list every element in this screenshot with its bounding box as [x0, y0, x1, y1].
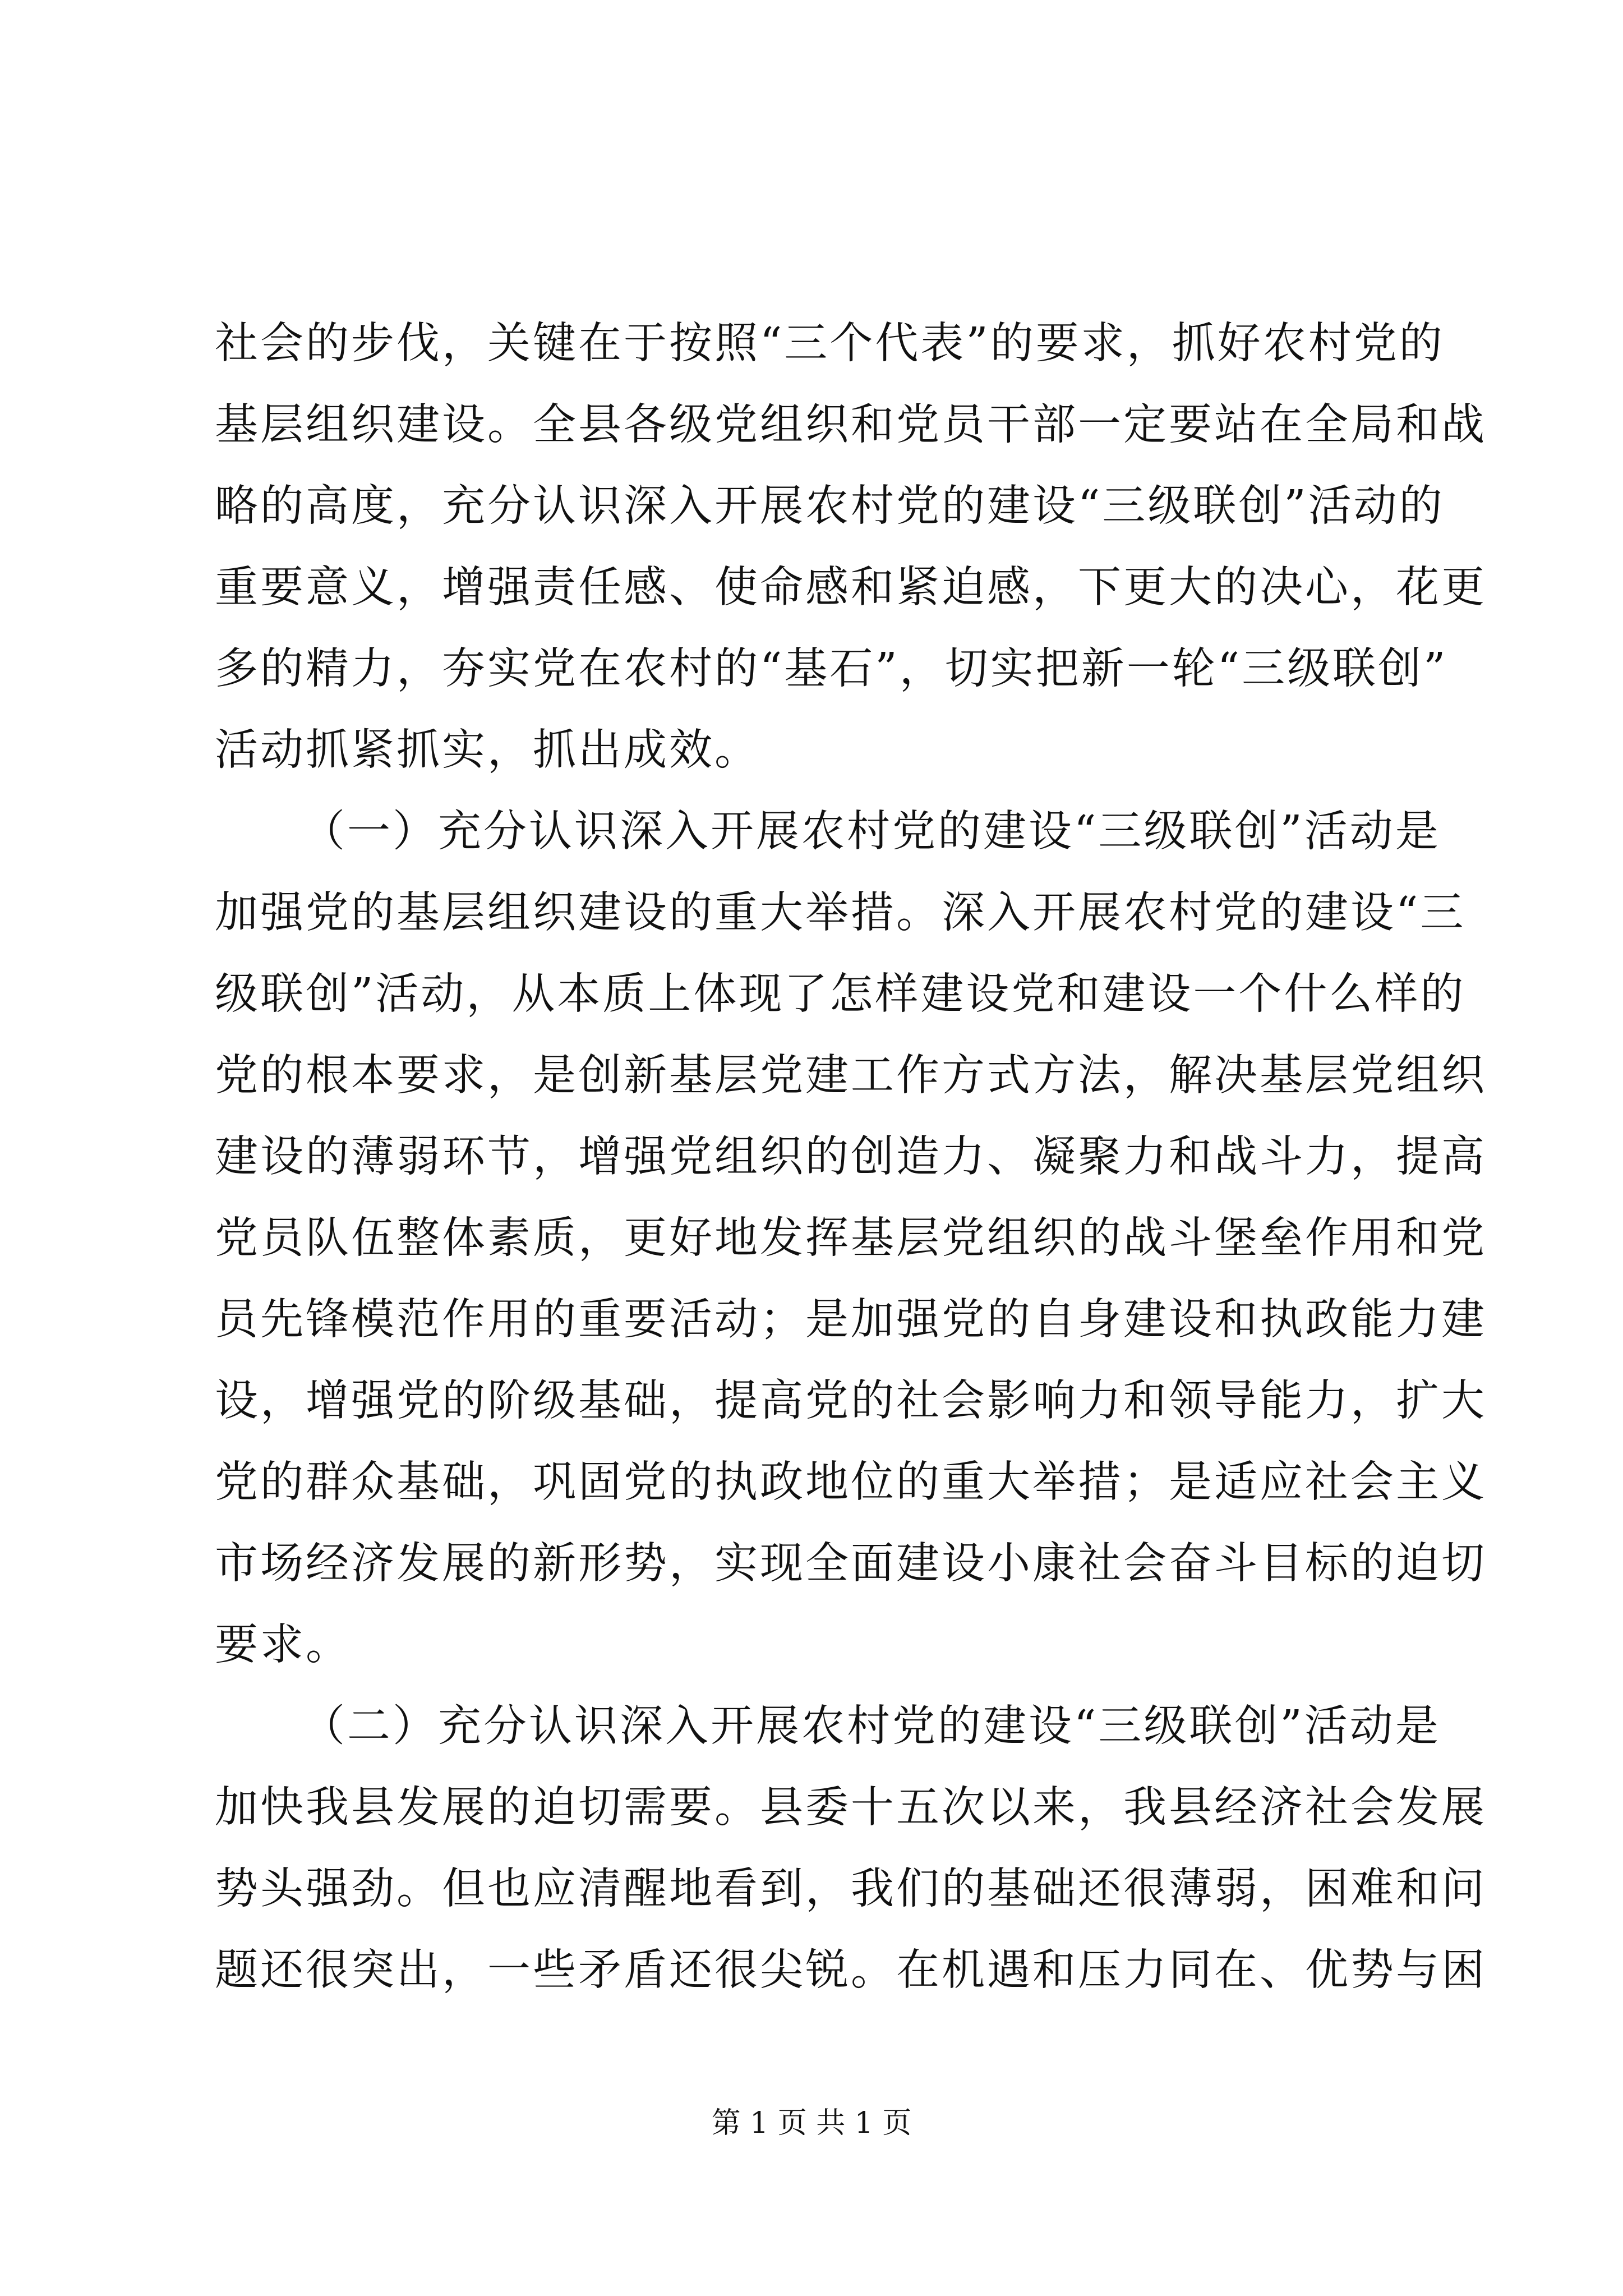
text-line: 势头强劲。但也应清醒地看到，我们的基础还很薄弱，困难和问	[215, 1864, 1487, 1914]
text-line: 级联创”活动，从本质上体现了怎样建设党和建设一个什么样的	[215, 969, 1466, 1019]
text-line: 题还很突出，一些矛盾还很尖锐。在机遇和压力同在、优势与困	[215, 1945, 1487, 1995]
text-line: 活动抓紧抓实，抓出成效。	[215, 725, 760, 775]
text-line: 多的精力，夯实党在农村的“基石”，切实把新一轮“三级联创”	[215, 644, 1448, 694]
text-line: 重要意义，增强责任感、使命感和紧迫感，下更大的决心，花更	[215, 563, 1487, 613]
text-line: 加快我县发展的迫切需要。县委十五次以来，我县经济社会发展	[215, 1783, 1487, 1833]
text-line: 设，增强党的阶级基础，提高党的社会影响力和领导能力，扩大	[215, 1376, 1487, 1426]
text-line: 党的根本要求，是创新基层党建工作方式方法，解决基层党组织	[215, 1051, 1487, 1101]
text-line: 建设的薄弱环节，增强党组织的创造力、凝聚力和战斗力，提高	[215, 1132, 1487, 1182]
paragraph-start-line: （一）充分认识深入开展农村党的建设“三级联创”活动是	[302, 807, 1441, 857]
text-line: 党的群众基础，巩固党的执政地位的重大举措；是适应社会主义	[215, 1457, 1487, 1507]
text-line: 市场经济发展的新形势，实现全面建设小康社会奋斗目标的迫切	[215, 1539, 1487, 1589]
text-line: 要求。	[215, 1620, 351, 1670]
page-number: 第 1 页 共 1 页	[711, 2106, 912, 2140]
text-line: 基层组织建设。全县各级党组织和党员干部一定要站在全局和战	[215, 400, 1487, 450]
paragraph-start-line: （二）充分认识深入开展农村党的建设“三级联创”活动是	[302, 1701, 1441, 1751]
text-line: 党员队伍整体素质，更好地发挥基层党组织的战斗堡垒作用和党	[215, 1213, 1487, 1263]
document-body	[215, 303, 1487, 2011]
text-line: 员先锋模范作用的重要活动；是加强党的自身建设和执政能力建	[215, 1295, 1487, 1345]
page-footer	[0, 2101, 1623, 2146]
text-line: 略的高度，充分认识深入开展农村党的建设“三级联创”活动的	[215, 481, 1445, 531]
text-line: 社会的步伐，关键在于按照“三个代表”的要求，抓好农村党的	[215, 319, 1445, 369]
text-line: 加强党的基层组织建设的重大举措。深入开展农村党的建设“三	[215, 888, 1466, 938]
